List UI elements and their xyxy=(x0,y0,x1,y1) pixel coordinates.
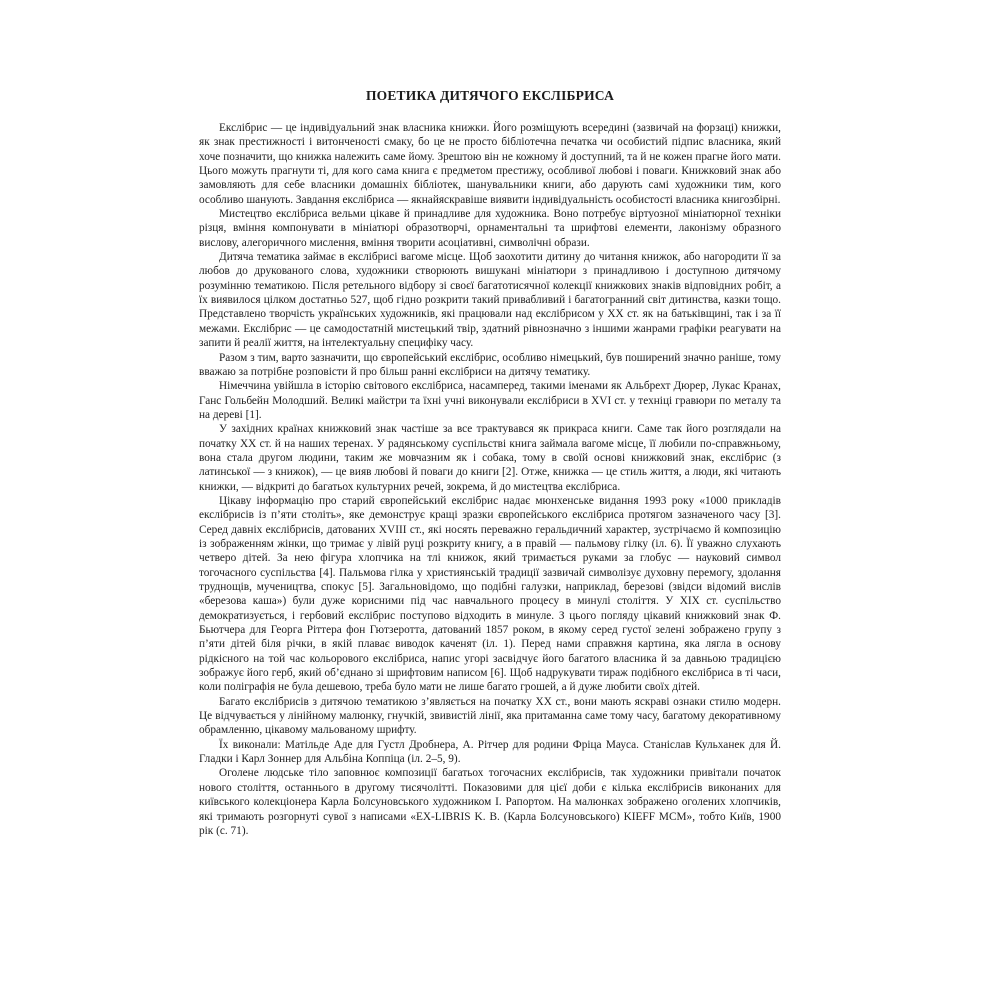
paragraph: Німеччина увійшла в історію світового екслібриса, насамперед, такими іменами як Альбрехт Дюрер, Лукас Кранах, Ганс Гольбейн Молодший. Великі майстри та їхні учні виконували екслібриси в XVI ст. у техніці гравюри по металу та на дереві [1]. xyxy=(199,380,781,421)
paragraph: Разом з тим, варто зазначити, що європейський екслібрис, особливо німецький, був поширений значно раніше, тому вважаю за потрібне розповісти й про більш ранні екслібриси на дитячу тематику. xyxy=(199,351,781,378)
document-body xyxy=(199,121,781,838)
paragraph: Дитяча тематика займає в екслібрисі вагоме місце. Щоб заохотити дитину до читання книжок, або нагородити її за любов до друкованого слова, художники створюють вишукані мініатюри з принадливою і доступною дитячому розумінню тематикою. Після ретельного відбору зі своєї багатотисячної колекції книжкових знаків відповідних робіт, а їх виявилося цілком достатньо 527, щоб гідно розкрити такий привабливий і багатогранний світ дитинства, казки тощо. Представлено творчість українських художників, які працювали над екслібрисом у XX ст. як на батьківщині, так і за її межами. Екслібрис — це самодостатній мистецький твір, здатний рівнозначно з іншими жанрами графіки реагувати на запити й реалії життя, на інтелектуальну специфіку часу. xyxy=(199,251,781,350)
paragraph: Оголене людське тіло заповнює композиції багатьох тогочасних екслібрисів, так художники привітали початок нового століття, останнього в другому тисячолітті. Показовими для цієї доби є кілька екслібрисів виконаних для київського колекціонера Карла Болсуновського художником І. Рапортом. На малюнках зображено оголених хлопчиків, які тримають розгорнуті сувої з написами «EX-LIBRIS K. B. (Карла Болсуновського) KIEFF MCM», тобто Київ, 1900 рік (с. 71). xyxy=(199,767,781,837)
document-title: ПОЕТИКА ДИТЯЧОГО ЕКСЛІБРИСА xyxy=(365,88,615,103)
document-page xyxy=(199,88,781,838)
paragraph: Цікаву інформацію про старий європейський екслібрис надає мюнхенське видання 1993 року «1000 прикладів екслібрисів із п’яти століть», яке демонструє кращі зразки європейського екслібриса протягом зазначеного часу [3]. Серед давніх екслібрисів, датованих XVIII ст., які носять переважно геральдичний характер, зустрічаємо й композицію із зображенням жінки, що тримає у лівій руці розкриту книгу, а в правій — пальмову гілку (іл. 6). Її уважно слухають четверо дітей. За нею фігура хлопчика на тлі книжок, який тримається руками за глобус — науковий символ тогочасного суспільства [4]. Пальмова гілка у християнській традиції зазвичай символізує духовну перемогу, здолання труднощів, мучеництва, спокус [5]. Загальновідомо, що подібні галузки, наприклад, березові (звідси відомий вислів «березова каша») були дуже корисними під час навчального процесу в минулі століття. У XIX ст. суспільство демократизується, і гербовий екслібрис поступово відходить в минуле. З цього погляду цікавий книжковий знак Ф. Бьютчера для Георга Ріттера фон Гютзеротта, датований 1857 роком, в якому серед густої зелені зображено групу з п’яти дітей біля річки, в якій плаває виводок каченят (іл. 1). Перед нами справжня картина, яка лягла в основу рідкісного на той час кольорового екслібриса, напис угорі засвідчує його багатого власника й за давньою традицією зображує його герб, який об’єднано зі шрифтовим написом [6]. Щоб надрукувати тираж подібного екслібриса в ті часи, коли поліграфія не була дешевою, треба було мати не лише багато грошей, а й дуже любити своїх дітей. xyxy=(199,494,781,694)
paragraph: Мистецтво екслібриса вельми цікаве й принадливе для художника. Воно потребує віртуозної мініатюрної техніки різця, вміння компонувати в мініатюрі образотворчі, орнаментальні та шрифтові елементи, лаконізму образного вислову, алегоричного мислення, вміння творити асоціативні, символічні образи. xyxy=(199,208,781,249)
paragraph: Багато екслібрисів з дитячою тематикою з’являється на початку XX ст., вони мають яскраві ознаки стилю модерн. Це відчувається у лінійному малюнку, гнучкій, звивистій лінії, яка притаманна саме тому часу, багатому декоративному обрамленню, цікавому мальованому шрифту. xyxy=(199,695,781,737)
paragraph: Їх виконали: Матільде Аде для Густл Дробнера, А. Рітчер для родини Фріца Мауса. Станіслав Кульханек для Й. Гладки і Карл Зоннер для Альбіна Коппіца (іл. 2–5, 9). xyxy=(199,738,781,766)
paragraph: Екслібрис — це індивідуальний знак власника книжки. Його розміщують всередині (зазвичай на форзаці) книжки, як знак престижності і витонченості смаку, бо це не просто бібліотечна печатка чи особистий підпис власника, який хоче позначити, що книжка належить саме йому. Зрештою він не кожному й доступний, та й не кожен прагне його мати. Цього можуть прагнути ті, для кого сама книга є предметом престижу, особливої любові і поваги. Книжковий знак або замовляють для себе власники домашніх бібліотек, шанувальники книги, або дарують самі художники тим, кого особливо шанують. Завдання екслібриса — якнайяскравіше виявити індивідуальність особистості власника книгозбірні. xyxy=(199,122,781,206)
paragraph: У західних країнах книжковий знак частіше за все трактувався як прикраса книги. Саме так його розглядали на початку XX ст. й на наших теренах. У радянському суспільстві книга займала вагоме місце, її любили по-справжньому, вона стала другом людини, таким же мовчазним як і собака, тому в своїй основі книжковий знак, екслібрис (з латинської — з книжок), — це вияв любові й поваги до книги [2]. Отже, книжка — це стиль життя, а люди, які читають книжки, — відкриті до багатьох культурних речей, зокрема, й до мистецтва екслібриса. xyxy=(199,423,781,493)
